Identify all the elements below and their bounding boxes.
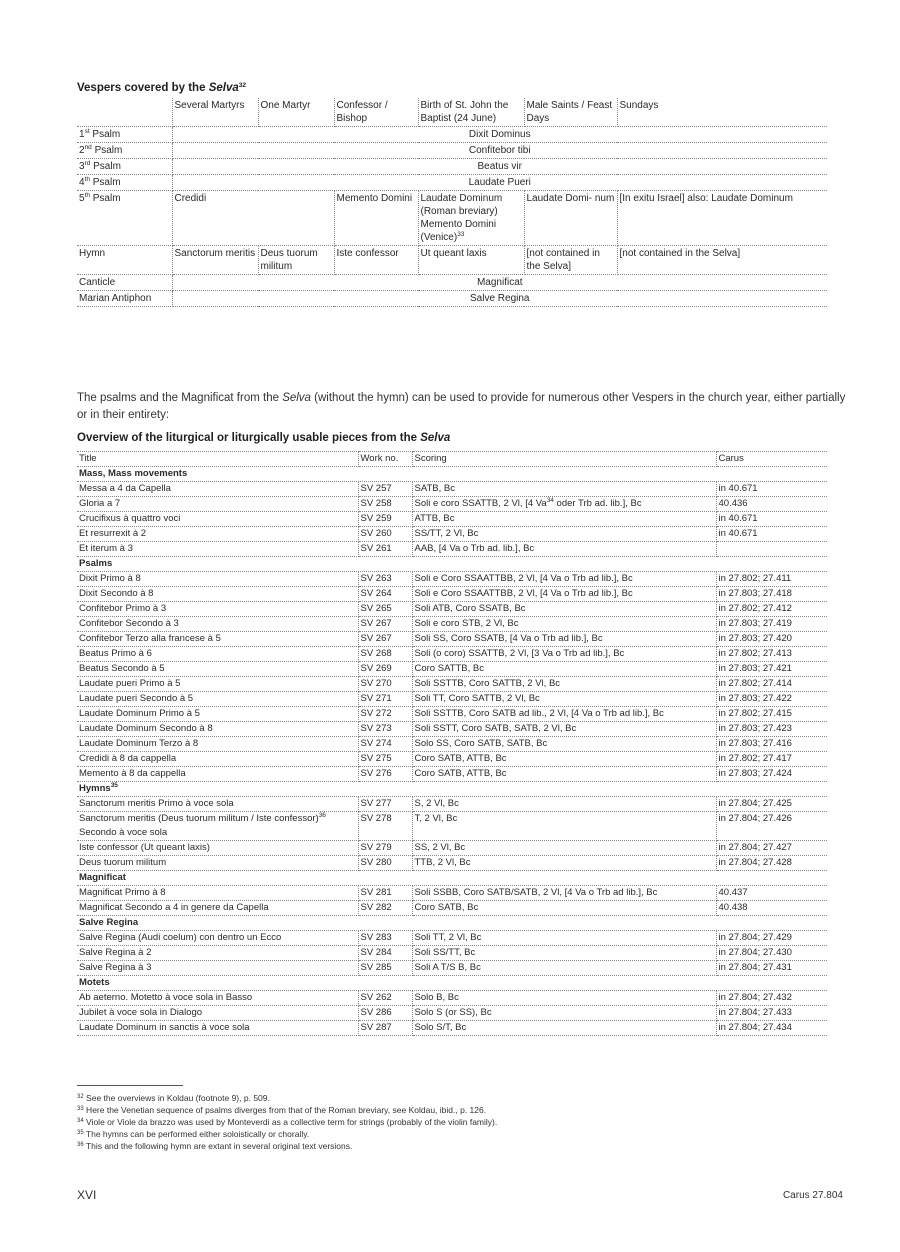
table-row [77,767,827,782]
row-label: 4th Psalm [77,175,172,191]
table-row [77,482,827,497]
carus-cell: in 27.802; 27.411 [716,572,827,587]
section-label: Magnificat [77,871,827,886]
carus-cell: in 27.802; 27.417 [716,752,827,767]
header-scoring: Scoring [412,452,716,467]
carus-cell [716,542,827,557]
title-cell: Messa a 4 da Capella [77,482,358,497]
scoring-cell: Soli TT, Coro SATTB, 2 Vl, Bc [412,692,716,707]
table-row [77,632,827,647]
carus-cell: in 27.804; 27.427 [716,841,827,856]
header-cell: Confessor / Bishop [334,98,418,127]
carus-cell: 40.436 [716,497,827,512]
title-cell: Et iterum à 3 [77,542,358,557]
section-row [77,976,827,991]
title-cell: Laudate pueri Primo à 5 [77,677,358,692]
carus-cell: in 27.804; 27.428 [716,856,827,871]
title-cell: Salve Regina à 2 [77,946,358,961]
carus-cell: in 27.803; 27.420 [716,632,827,647]
work-cell: SV 270 [358,677,412,692]
title-cell: Ab aeterno. Motetto à voce sola in Basso [77,991,358,1006]
footnote-number: 34 [77,1118,84,1124]
table-row [77,602,827,617]
table-row [77,812,827,841]
table-row [77,587,827,602]
carus-cell: in 27.802; 27.412 [716,602,827,617]
scoring-cell: Coro SATB, ATTB, Bc [412,752,716,767]
scoring-cell: ATTB, Bc [412,512,716,527]
cell: Iste confessor [334,246,418,275]
carus-cell: in 40.671 [716,512,827,527]
title-cell: Gloria a 7 [77,497,358,512]
section-label: Mass, Mass movements [77,467,827,482]
scoring-cell: Soli SS/TT, Bc [412,946,716,961]
carus-cell: in 27.803; 27.423 [716,722,827,737]
title-cell: Confitebor Terzo alla francese à 5 [77,632,358,647]
scoring-cell: Soli e coro STB, 2 Vl, Bc [412,617,716,632]
work-cell: SV 284 [358,946,412,961]
title-cell: Laudate Dominum Primo à 5 [77,707,358,722]
table-row [77,722,827,737]
table-row [77,617,827,632]
title-cell: Laudate Dominum Secondo à 8 [77,722,358,737]
footnote-number: 35 [77,1130,84,1136]
table-row [77,841,827,856]
cell: Ut queant laxis [418,246,524,275]
work-cell: SV 257 [358,482,412,497]
work-cell: SV 277 [358,797,412,812]
title-cell: Confitebor Primo à 3 [77,602,358,617]
scoring-cell: Soli e Coro SSAATTBB, 2 Vl, [4 Va o Trb ad lib.], Bc [412,587,716,602]
table-row [77,991,827,1006]
scoring-cell: Soli SSBB, Coro SATB/SATB, 2 Vl, [4 Va o Trb ad lib.], Bc [412,886,716,901]
hymns-group [77,782,827,871]
table-row [77,542,827,557]
work-cell: SV 269 [358,662,412,677]
work-cell: SV 273 [358,722,412,737]
scoring-cell: SS, 2 Vl, Bc [412,841,716,856]
work-cell: SV 285 [358,961,412,976]
cell: Sanctorum meritis [172,246,258,275]
work-cell: SV 260 [358,527,412,542]
footnote-text: See the overviews in Koldau (footnote 9), p. 509. [83,1093,270,1103]
page-number: XVI [77,1188,97,1202]
section-row [77,782,827,797]
cell: Credidi [172,191,334,246]
work-cell: SV 279 [358,841,412,856]
carus-cell: in 27.803; 27.421 [716,662,827,677]
carus-cell: in 27.803; 27.419 [716,617,827,632]
section-label: Salve Regina [77,916,827,931]
work-cell: SV 262 [358,991,412,1006]
footnote-text: The hymns can be performed either soloistically or chorally. [83,1129,310,1139]
overview-table [77,451,827,1036]
footnotes [77,1092,837,1152]
carus-cell: 40.437 [716,886,827,901]
scoring-cell: Soli A T/S B, Bc [412,961,716,976]
cell: Deus tuorum militum [258,246,334,275]
work-cell: SV 283 [358,931,412,946]
cell: [In exitu Israel] also: Laudate Dominum [617,191,827,246]
table-row [77,662,827,677]
header-cell: Male Saints / Feast Days [524,98,617,127]
row-label: 2nd Psalm [77,143,172,159]
scoring-cell: Coro SATB, ATTB, Bc [412,767,716,782]
header-cell [77,98,172,127]
carus-cell: in 27.804; 27.433 [716,1006,827,1021]
table-row [77,797,827,812]
table-row [77,527,827,542]
title-cell: Deus tuorum militum [77,856,358,871]
work-cell: SV 275 [358,752,412,767]
vespers-row [77,191,827,246]
vespers-row [77,275,827,291]
table-row [77,677,827,692]
footnote-number: 36 [77,1142,84,1148]
row-label: Marian Antiphon [77,291,172,307]
section-label: Motets [77,976,827,991]
footnote [77,1128,837,1140]
table-row [77,692,827,707]
header-cell: Sundays [617,98,827,127]
section-label: Psalms [77,557,827,572]
title-cell: Laudate Dominum in sanctis à voce sola [77,1021,358,1036]
scoring-cell: SATB, Bc [412,482,716,497]
work-cell: SV 278 [358,812,412,841]
footnote [77,1140,837,1152]
scoring-cell: Soli e coro SSATTB, 2 Vl, [4 Va$^{34}$ oder Trb ad. lib.], Bc [412,497,716,512]
work-cell: SV 286 [358,1006,412,1021]
title-cell: Salve Regina (Audi coelum) con dentro un Ecco [77,931,358,946]
vespers-row [77,127,827,143]
section-row [77,871,827,886]
title-cell: Laudate pueri Secondo à 5 [77,692,358,707]
scoring-cell: Soli ATB, Coro SSATB, Bc [412,602,716,617]
table-row [77,856,827,871]
table-row [77,886,827,901]
title-cell: Confitebor Secondo à 3 [77,617,358,632]
work-cell: SV 268 [358,647,412,662]
carus-cell: in 40.671 [716,482,827,497]
carus-cell: in 27.803; 27.416 [716,737,827,752]
title-cell: Beatus Primo à 6 [77,647,358,662]
cell: Laudate Domi- num [524,191,617,246]
section-row [77,916,827,931]
vespers-row [77,159,827,175]
carus-reference: Carus 27.804 [782,1190,843,1201]
work-cell: SV 267 [358,617,412,632]
scoring-cell: Coro SATB, Bc [412,901,716,916]
header-cell: Birth of St. John the Baptist (24 June) [418,98,524,127]
vespers-table [77,98,827,307]
table-row [77,931,827,946]
carus-cell: in 27.804; 27.429 [716,931,827,946]
carus-cell: in 27.803; 27.418 [716,587,827,602]
work-cell: SV 271 [358,692,412,707]
title-cell: Credidi à 8 da cappella [77,752,358,767]
work-cell: SV 259 [358,512,412,527]
carus-cell: in 27.804; 27.426 [716,812,827,841]
carus-cell: in 27.802; 27.414 [716,677,827,692]
row-label: 3rd Psalm [77,159,172,175]
psalms-group [77,572,827,782]
table-row [77,707,827,722]
footnote-divider [77,1085,183,1086]
carus-cell: in 27.804; 27.431 [716,961,827,976]
title-cell: Sanctorum meritis (Deus tuorum militum / Iste confessor)$^{36}$ Secondo à voce sola [77,812,358,841]
carus-cell: in 27.804; 27.432 [716,991,827,1006]
section-row [77,557,827,572]
section-label: Hymns$^{35}$ [77,782,827,797]
scoring-cell: Soli SSTT, Coro SATB, SATB, 2 Vl, Bc [412,722,716,737]
table-row [77,946,827,961]
scoring-cell: S, 2 Vl, Bc [412,797,716,812]
scoring-cell: T, 2 Vl, Bc [412,812,716,841]
cell: [not contained in the Selva] [617,246,827,275]
header-title: Title [77,452,358,467]
table-row [77,961,827,976]
footnote-text: Viole or Viole da brazzo was used by Monteverdi as a collective term for strings (probably of the violin family). [83,1117,498,1127]
cell: [not contained in the Selva] [524,246,617,275]
body-paragraph: The psalms and the Magnificat from the Selva (without the hymn) can be used to provide for numerous other Vespers in the church year, either partially or in their entirety: [77,391,846,421]
table-row [77,1021,827,1036]
table-row [77,737,827,752]
work-cell: SV 263 [358,572,412,587]
work-cell: SV 287 [358,1021,412,1036]
work-cell: SV 261 [358,542,412,557]
scoring-cell: Soli e Coro SSAATTBB, 2 Vl, [4 Va o Trb ad lib.], Bc [412,572,716,587]
work-cell: SV 280 [358,856,412,871]
title-cell: Sanctorum meritis Primo à voce sola [77,797,358,812]
table-row [77,1006,827,1021]
scoring-cell: Soli SS, Coro SSATB, [4 Va o Trb ad lib.], Bc [412,632,716,647]
table-row [77,752,827,767]
carus-cell: in 27.804; 27.425 [716,797,827,812]
carus-cell: in 27.803; 27.422 [716,692,827,707]
header-cell: One Martyr [258,98,334,127]
header-carus: Carus [716,452,827,467]
carus-cell: in 27.804; 27.430 [716,946,827,961]
footnote-text: Here the Venetian sequence of psalms diverges from that of the Roman breviary, see Koldau, ibid., p. 126. [83,1105,487,1115]
scoring-cell: Soli SSTTB, Coro SATTB, 2 Vl, Bc [412,677,716,692]
table-row [77,572,827,587]
title-cell: Magnificat Primo à 8 [77,886,358,901]
carus-cell: in 27.803; 27.424 [716,767,827,782]
title-cell: Dixit Primo à 8 [77,572,358,587]
vespers-row [77,246,827,275]
row-value: Beatus vir [172,159,827,175]
header-work: Work no. [358,452,412,467]
work-cell: SV 258 [358,497,412,512]
row-value: Magnificat [172,275,827,291]
carus-cell: in 40.671 [716,527,827,542]
work-cell: SV 265 [358,602,412,617]
work-cell: SV 274 [358,737,412,752]
work-cell: SV 281 [358,886,412,901]
row-value: Laudate Pueri [172,175,827,191]
cell: Memento Domini [334,191,418,246]
table-row [77,512,827,527]
section-row [77,467,827,482]
carus-cell: in 27.804; 27.434 [716,1021,827,1036]
scoring-cell: Solo B, Bc [412,991,716,1006]
footnote [77,1116,837,1128]
scoring-cell: Soli (o coro) SSATTB, 2 Vl, [3 Va o Trb ad lib.], Bc [412,647,716,662]
title-cell: Jubilet à voce sola in Dialogo [77,1006,358,1021]
title-cell: Magnificat Secondo a 4 in genere da Capella [77,901,358,916]
title-cell: Et resurrexit à 2 [77,527,358,542]
vespers-row [77,143,827,159]
title-cell: Memento à 8 da cappella [77,767,358,782]
carus-cell: in 27.802; 27.415 [716,707,827,722]
remaining-groups [77,871,827,1036]
table-row [77,647,827,662]
title-cell: Crucifixus à quattro voci [77,512,358,527]
header-cell: Several Martyrs [172,98,258,127]
row-label: 5th Psalm [77,191,172,246]
title-cell: Iste confessor (Ut queant laxis) [77,841,358,856]
work-cell: SV 272 [358,707,412,722]
scoring-cell: Soli TT, 2 Vl, Bc [412,931,716,946]
vespers-heading: Vespers covered by the Selva$^{32}$ [77,82,246,94]
scoring-cell: SS/TT, 2 Vl, Bc [412,527,716,542]
scoring-cell: Solo S/T, Bc [412,1021,716,1036]
carus-cell: in 27.802; 27.413 [716,647,827,662]
work-cell: SV 282 [358,901,412,916]
vespers-header-row [77,98,827,127]
work-cell: SV 267 [358,632,412,647]
vespers-row [77,175,827,191]
row-value: Confitebor tibi [172,143,827,159]
footnote-number: 33 [77,1106,84,1112]
table-row [77,497,827,512]
row-label: 1st Psalm [77,127,172,143]
table-row [77,901,827,916]
title-cell: Laudate Dominum Terzo à 8 [77,737,358,752]
scoring-cell: Solo S (or SS), Bc [412,1006,716,1021]
row-value: Salve Regina [172,291,827,307]
overview-header-row [77,452,827,467]
title-cell: Dixit Secondo à 8 [77,587,358,602]
work-cell: SV 264 [358,587,412,602]
cell: Laudate Dominum (Roman breviary) Memento Domini (Venice)$^{33}$ [418,191,524,246]
footnote [77,1104,837,1116]
title-cell: Beatus Secondo à 5 [77,662,358,677]
overview-heading: Overview of the liturgical or liturgically usable pieces from the Selva [77,432,451,444]
scoring-cell: Coro SATTB, Bc [412,662,716,677]
scoring-cell: Soli SSTTB, Coro SATB ad lib., 2 Vl, [4 Va o Trb ad lib.], Bc [412,707,716,722]
scoring-cell: Solo SS, Coro SATB, SATB, Bc [412,737,716,752]
scoring-cell: TTB, 2 Vl, Bc [412,856,716,871]
row-label: Hymn [77,246,172,275]
carus-cell: 40.438 [716,901,827,916]
footnote [77,1092,837,1104]
row-label: Canticle [77,275,172,291]
row-value: Dixit Dominus [172,127,827,143]
vespers-row [77,291,827,307]
scoring-cell: AAB, [4 Va o Trb ad. lib.], Bc [412,542,716,557]
work-cell: SV 276 [358,767,412,782]
footnote-text: This and the following hymn are extant in several original text versions. [83,1141,353,1151]
footnote-number: 32 [77,1094,84,1100]
title-cell: Salve Regina à 3 [77,961,358,976]
